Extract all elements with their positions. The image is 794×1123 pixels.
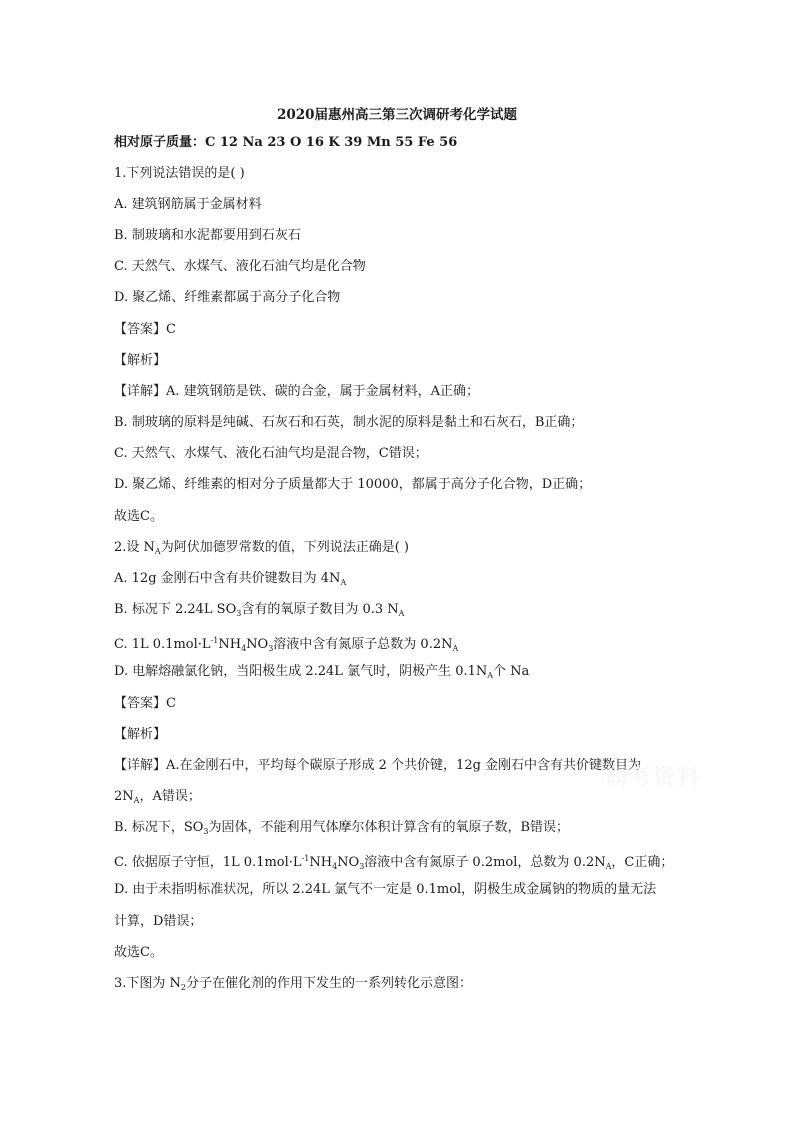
text-fragment: B. 标况下 2.24L SO [114,602,237,617]
subscript: A [605,862,612,871]
page-title: 2020届惠州高三第三次调研考化学试题 [276,107,518,123]
text-fragment: 溶液中含有氮原子总数为 0.2N [273,637,453,652]
subscript: A [154,547,161,556]
q2-option-c [114,631,458,659]
subscript: 2 [180,983,187,992]
text-fragment: 3.下图为 N [114,976,181,991]
subscript: 3 [268,644,274,653]
text-fragment: 为阿伏加德罗常数的值，下列说法正确是( ) [160,540,409,555]
text-fragment: NO [246,637,269,652]
text-fragment: 2N [114,789,134,804]
watermark: 高考资料 [605,765,702,790]
q2-option-b [114,600,404,624]
q2-detail-d: D. 由于未指明标准状况，所以 2.24L 氯气不一定是 0.1mol，阴极生成金属钠的物质的量无法 [114,882,657,897]
text-fragment: C. 依据原子守恒，1L 0.1mol·L [114,855,302,870]
q1-option-a: A. 建筑钢筋属于金属材料 [114,197,262,212]
q2-detail-a-cont [114,787,201,811]
text-fragment: B. 标况下，SO [114,820,204,835]
subscript: A [133,796,140,805]
text-fragment: NO [337,855,360,870]
text-fragment: A. 12g 金刚石中含有共价键数目为 4N [114,571,341,586]
text-fragment: D. 电解熔融氯化钠，当阳极生成 2.24L 氯气时，阴极产生 0.1N [114,664,488,679]
q2-answer: 【答案】C [114,696,176,711]
text-fragment: NH [218,637,242,652]
subscript: A [452,644,459,653]
q1-detail-d: D. 聚乙烯、纤维素的相对分子质量都大于 10000，都属于高分子化合物，D正确； [114,477,592,492]
subscript: 4 [241,644,247,653]
q1-detail-b: B. 制玻璃的原料是纯碱、石灰石和石英，制水泥的原料是黏土和石灰石，B正确； [114,415,584,430]
superscript: -1 [301,854,310,863]
q1-option-b: B. 制玻璃和水泥都要用到石灰石 [114,228,301,243]
subscript: 4 [332,862,338,871]
q2-detail-b [114,818,569,842]
text-fragment: NH [309,855,333,870]
q1-option-d: D. 聚乙烯、纤维素都属于高分子化合物 [114,290,341,305]
text-fragment: 个 Na [493,664,530,679]
q1-conclusion: 故选C。 [114,509,163,524]
text-fragment: 为固体，不能利用气体摩尔体积计算含有的氧原子数，B错误； [208,820,570,835]
q2-detail-d-cont: 计算，D错误； [114,914,203,929]
subscript: 3 [359,862,365,871]
q1-detail-a: 【详解】A. 建筑钢筋是铁、碳的合金，属于金属材料，A正确； [114,384,480,399]
q1-option-c: C. 天然气、水煤气、液化石油气均是化合物 [114,259,366,274]
subscript: A [340,578,347,587]
q1-answer: 【答案】C [114,322,176,337]
text-fragment: 分子在催化剂的作用下发生的一系列转化示意图： [186,976,473,991]
text-fragment: 溶液中含有氮原子 0.2mol，总数为 0.2N [364,855,606,870]
superscript: -1 [210,636,219,645]
q2-detail-c [114,849,673,877]
subscript: A [487,671,494,680]
subscript: A [398,609,405,618]
q2-stem [114,538,409,562]
atomic-masses: 相对原子质量：C 12 Na 23 O 16 K 39 Mn 55 Fe 56 [114,135,458,150]
subscript: 3 [236,609,242,618]
q1-analysis-label: 【解析】 [114,353,167,368]
q2-option-d [114,662,529,686]
q1-detail-c: C. 天然气、水煤气、液化石油气均是混合物，C错误； [114,446,428,461]
q2-option-a [114,569,346,593]
q2-detail-a: 【详解】A.在金刚石中，平均每个碳原子形成 2 个共价键，12g 金刚石中含有共价键数目为 [114,758,642,773]
text-fragment: ，C正确； [611,855,674,870]
subscript: 3 [203,827,209,836]
q2-conclusion: 故选C。 [114,945,163,960]
q1-stem: 1.下列说法错误的是( ) [114,166,245,181]
text-fragment: ，A错误； [139,789,201,804]
q3-stem [114,974,472,998]
q2-analysis-label: 【解析】 [114,727,167,742]
text-fragment: C. 1L 0.1mol·L [114,637,211,652]
text-fragment: 2.设 N [114,540,155,555]
text-fragment: 含有的氧原子数目为 0.3 N [241,602,399,617]
